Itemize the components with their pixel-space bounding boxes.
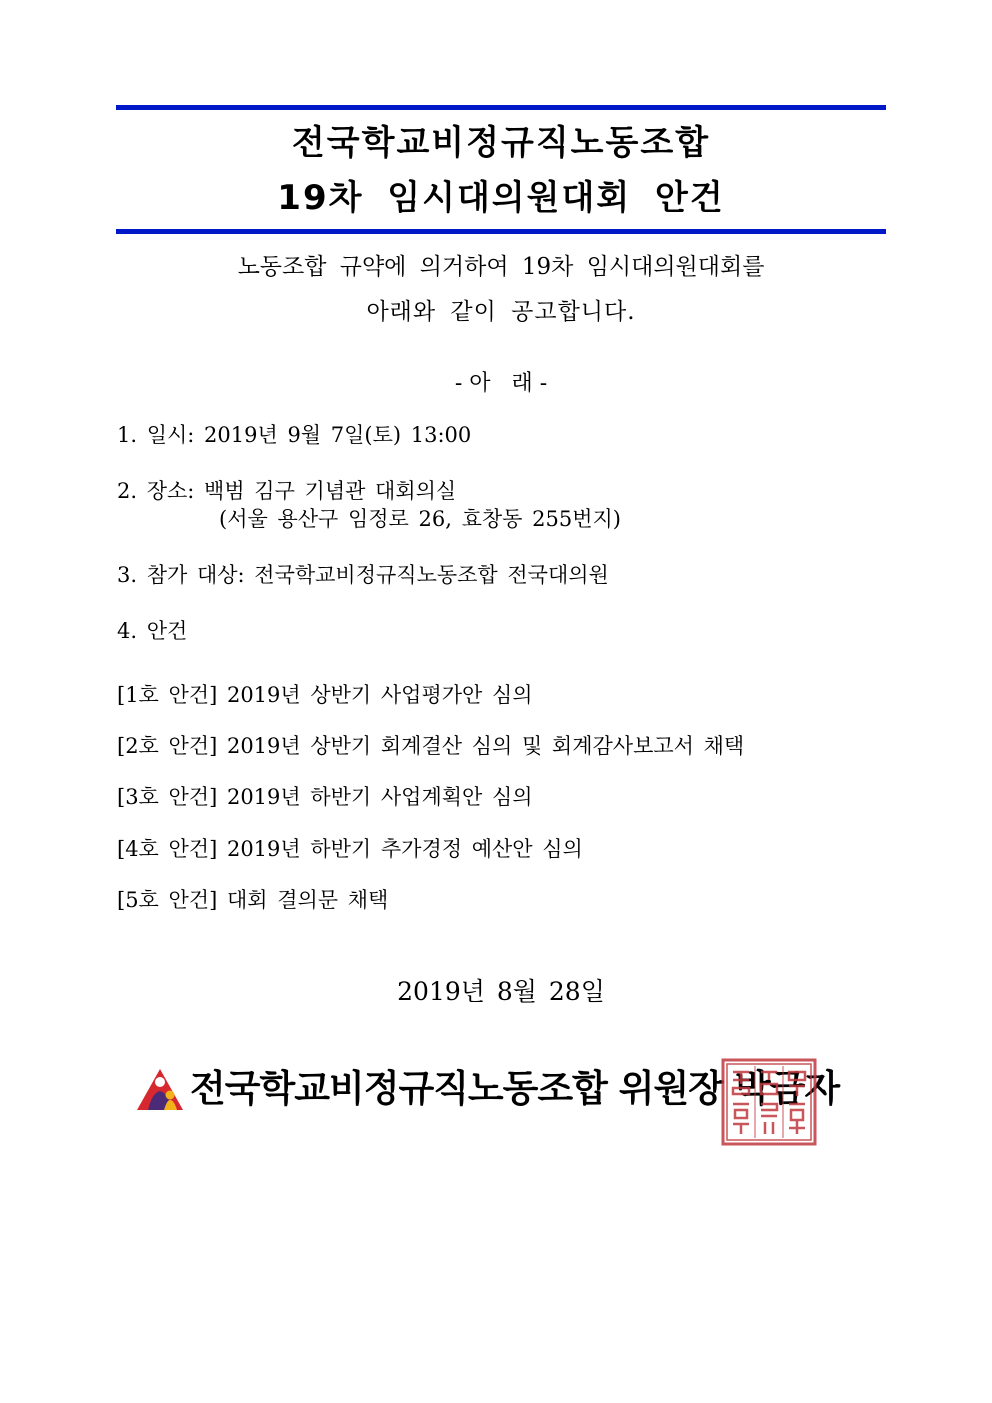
agenda-item-4: [4호 안건] 2019년 하반기 추가경정 예산안 심의 [117, 837, 583, 861]
agenda-item-2: [2호 안건] 2019년 상반기 회계결산 심의 및 회계감사보고서 채택 [117, 734, 745, 758]
intro-line-2: 아래와 같이 공고합니다. [366, 299, 636, 325]
item-place: 2. 장소: 백범 김구 기념관 대회의실 [117, 479, 457, 503]
official-seal-icon [721, 1058, 817, 1146]
union-logo-icon [136, 1067, 184, 1111]
signature-line: 전국학교비정규직노동조합 위원장 박금자 [190, 1067, 840, 1110]
document-subtitle: 19차 임시대의원대회 안건 [277, 178, 725, 218]
issue-date: 2019년 8월 28일 [397, 977, 605, 1006]
agenda-item-3: [3호 안건] 2019년 하반기 사업계획안 심의 [117, 785, 533, 809]
intro-line-1: 노동조합 규약에 의거하여 19차 임시대의원대회를 [237, 254, 765, 280]
header-top-rule [116, 105, 886, 110]
item-address: (서울 용산구 임정로 26, 효창동 255번지) [219, 507, 621, 531]
item-attendees: 3. 참가 대상: 전국학교비정규직노동조합 전국대의원 [117, 563, 609, 587]
header-bottom-rule [116, 229, 886, 234]
agenda-item-5: [5호 안건] 대회 결의문 채택 [117, 888, 389, 912]
item-date: 1. 일시: 2019년 9월 7일(토) 13:00 [117, 423, 472, 447]
agenda-item-1: [1호 안건] 2019년 상반기 사업평가안 심의 [117, 683, 533, 707]
item-agenda-heading: 4. 안건 [117, 619, 188, 643]
notice-heading: - 아 래 - [454, 371, 548, 396]
document-title: 전국학교비정규직노동조합 [291, 123, 711, 163]
